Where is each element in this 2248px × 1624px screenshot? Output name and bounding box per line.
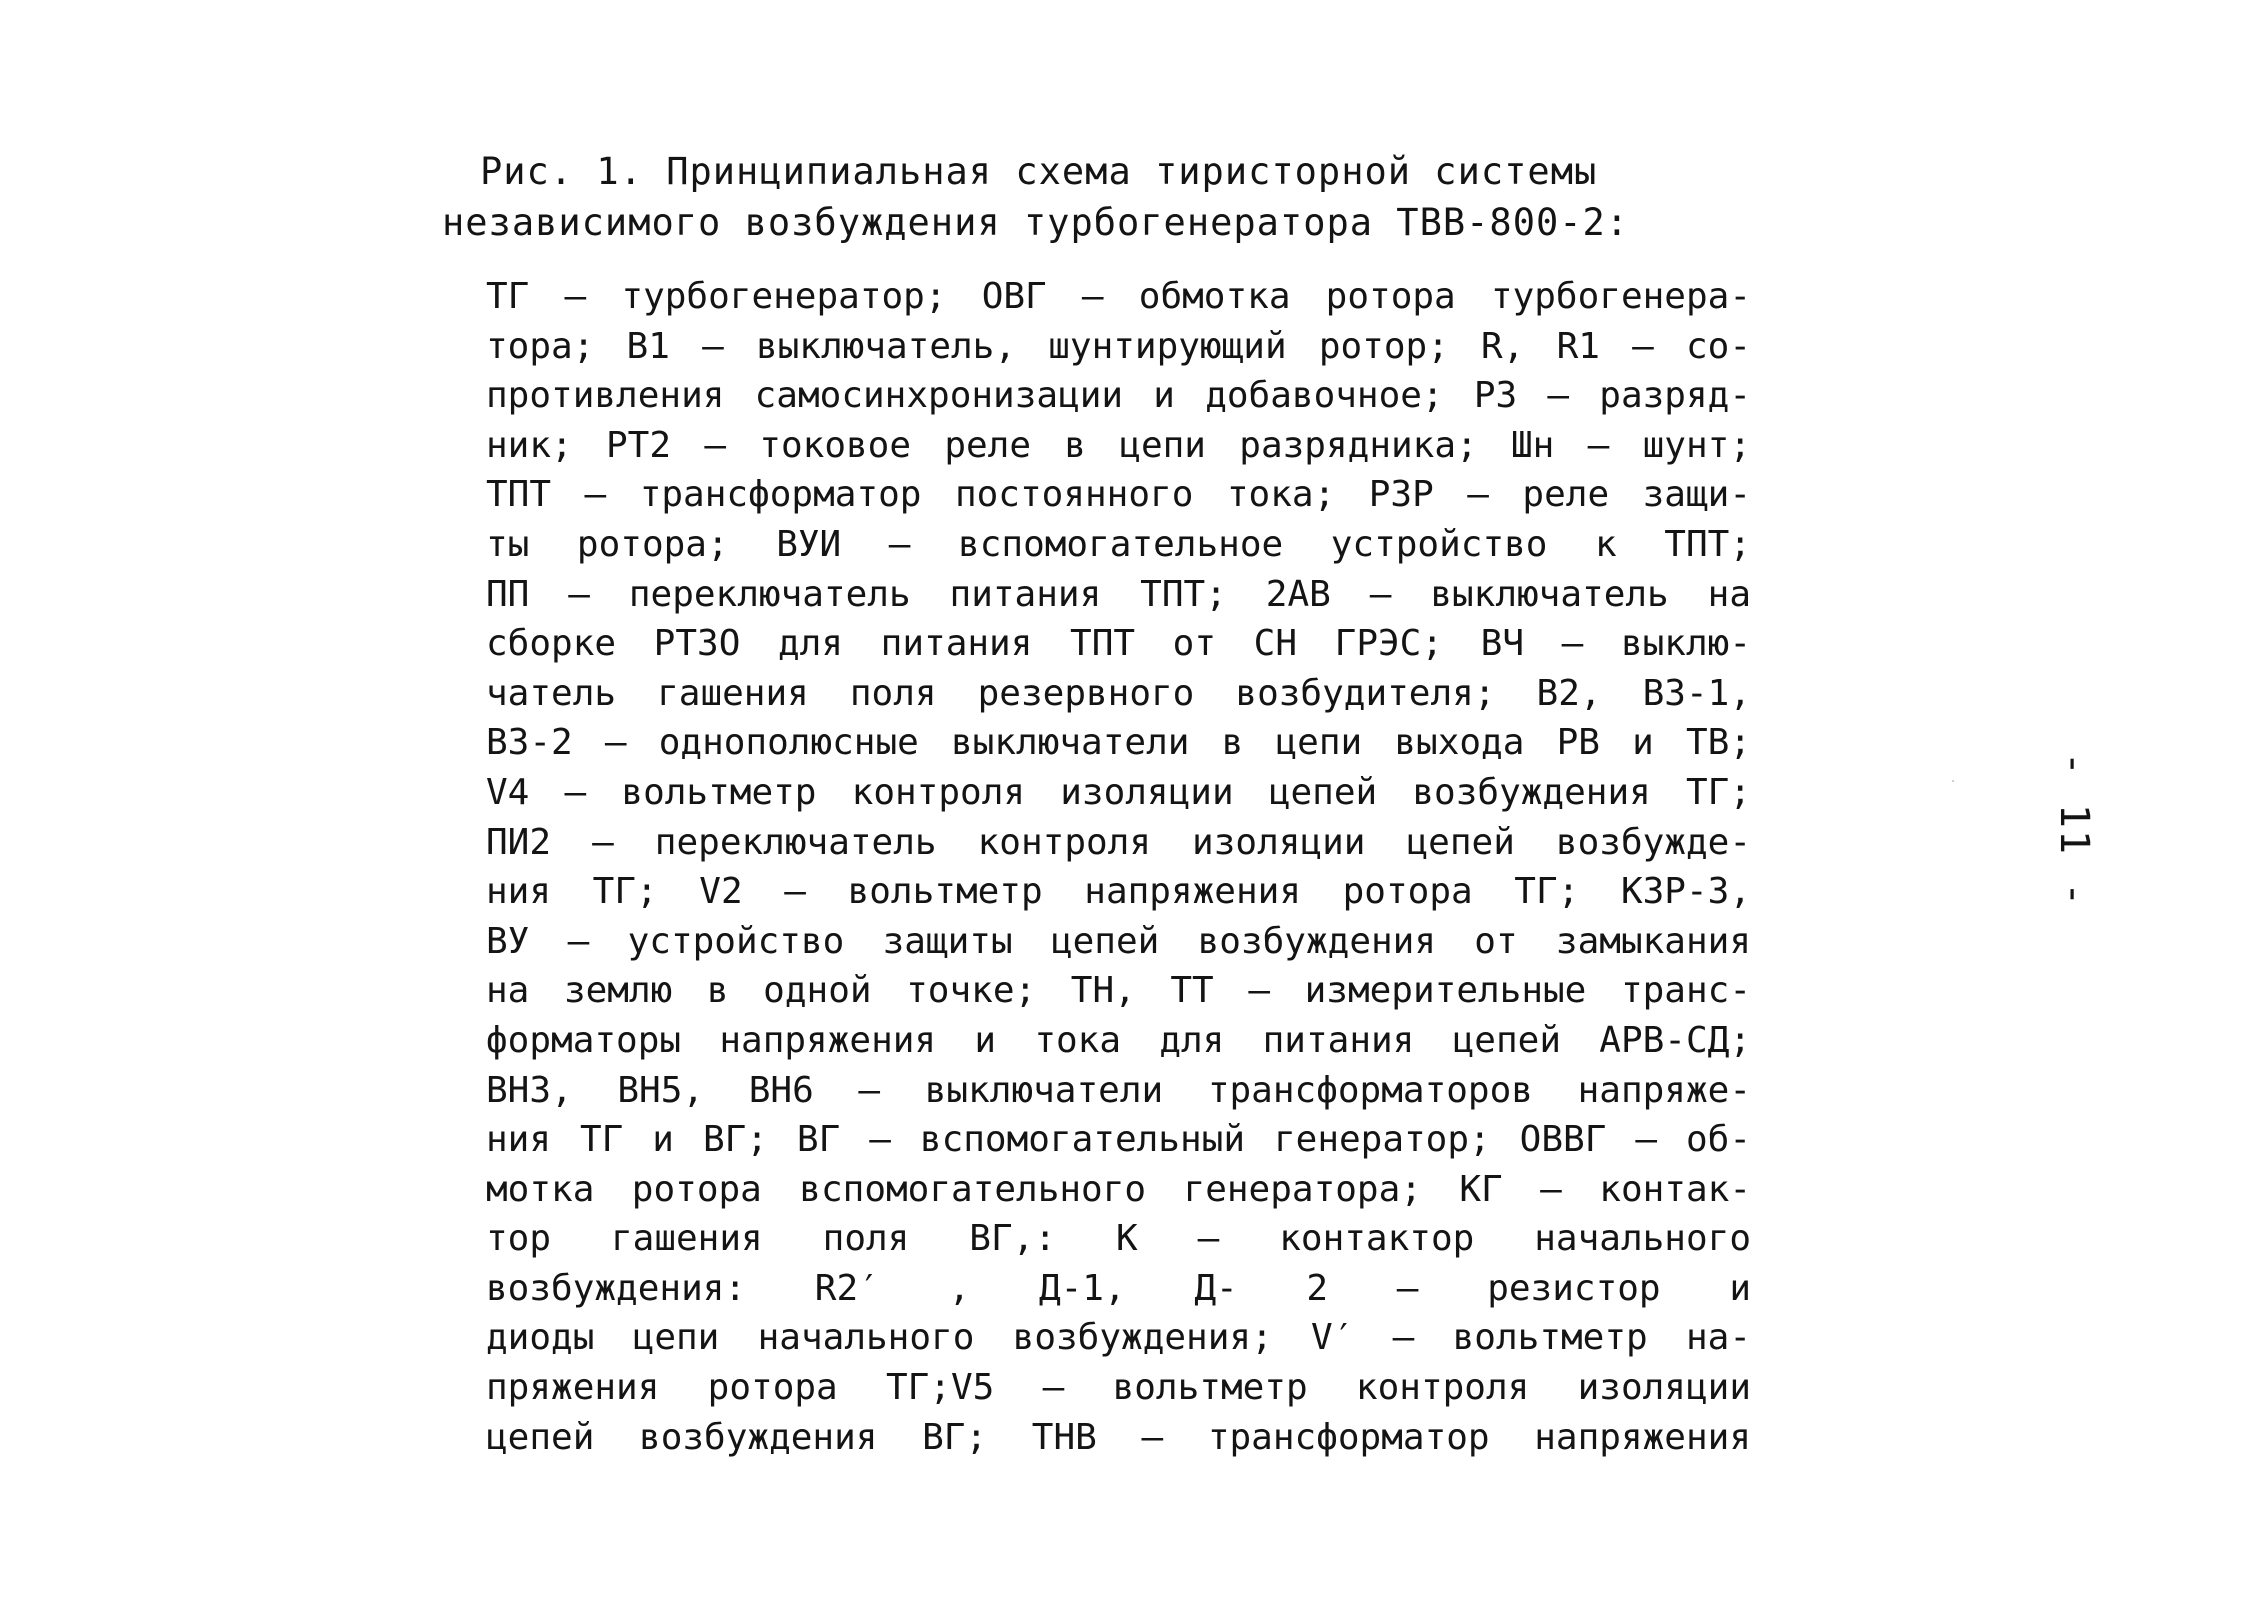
scan-speck — [1952, 780, 1954, 782]
legend-line: ПП – переключатель питания ТПТ; 2АВ – выключатель на — [486, 573, 1751, 615]
legend-line: ВУ – устройство защиты цепей возбуждения от замыкания — [486, 920, 1751, 962]
legend-line: сборке РТЗО для питания ТПТ от СН ГРЭС; ВЧ – выклю- — [486, 623, 1751, 665]
legend-paragraph — [486, 272, 1751, 1462]
legend-line: форматоры напряжения и тока для питания цепей АРВ-СД; — [486, 1019, 1751, 1061]
legend-line: чатель гашения поля резервного возбудителя; В2, В3-1, — [486, 672, 1751, 714]
legend-line: диоды цепи начального возбуждения; V′ – вольтметр на- — [486, 1317, 1751, 1359]
caption-line-1: Рис. 1. Принципиальная схема тиристорной системы — [480, 150, 1598, 193]
legend-line: ВН3, ВН5, ВН6 – выключатели трансформаторов напряже- — [486, 1069, 1751, 1111]
legend-line: возбуждения: R2′ , Д-1, Д- 2 – резистор и — [486, 1267, 1751, 1309]
figure-caption — [442, 146, 1780, 248]
legend-line: ния ТГ и ВГ; ВГ – вспомогательный генератор; ОВВГ – об- — [486, 1119, 1751, 1161]
legend-line: ния ТГ; V2 – вольтметр напряжения ротора ТГ; КЗР-3, — [486, 871, 1751, 913]
legend-line: ник; РТ2 – токовое реле в цепи разрядника; Шн – шунт; — [486, 424, 1751, 466]
legend-line: пряжения ротора ТГ;V5 – вольтметр контроля изоляции — [486, 1367, 1751, 1409]
page-number: - 11 - — [2051, 751, 2097, 909]
legend-line: ПИ2 – переключатель контроля изоляции цепей возбужде- — [486, 821, 1751, 863]
legend-line: мотка ротора вспомогательного генератора; КГ – контак- — [486, 1168, 1751, 1210]
legend-line: цепей возбуждения ВГ; ТНВ – трансформатор напряжения — [486, 1416, 1751, 1458]
legend-line: тор гашения поля ВГ,: К – контактор начального — [486, 1218, 1751, 1260]
legend-line: на землю в одной точке; ТН, ТТ – измерительные транс- — [486, 970, 1751, 1012]
legend-line: ты ротора; ВУИ – вспомогательное устройство к ТПТ; — [486, 523, 1751, 565]
caption-line-2: независимого возбуждения турбогенератора ТВВ-800-2: — [442, 201, 1630, 244]
legend-line: тора; В1 – выключатель, шунтирующий ротор; R, R1 – со- — [486, 325, 1751, 367]
legend-line: V4 – вольтметр контроля изоляции цепей возбуждения ТГ; — [486, 771, 1751, 813]
legend-line: В3-2 – однополюсные выключатели в цепи выхода РВ и ТВ; — [486, 722, 1751, 764]
legend-line: ТПТ – трансформатор постоянного тока; РЗР – реле защи- — [486, 474, 1751, 516]
legend-line: ТГ – турбогенератор; ОВГ – обмотка ротора турбогенера- — [486, 276, 1751, 317]
legend-line: противления самосинхронизации и добавочное; РЗ – разряд- — [486, 375, 1751, 417]
